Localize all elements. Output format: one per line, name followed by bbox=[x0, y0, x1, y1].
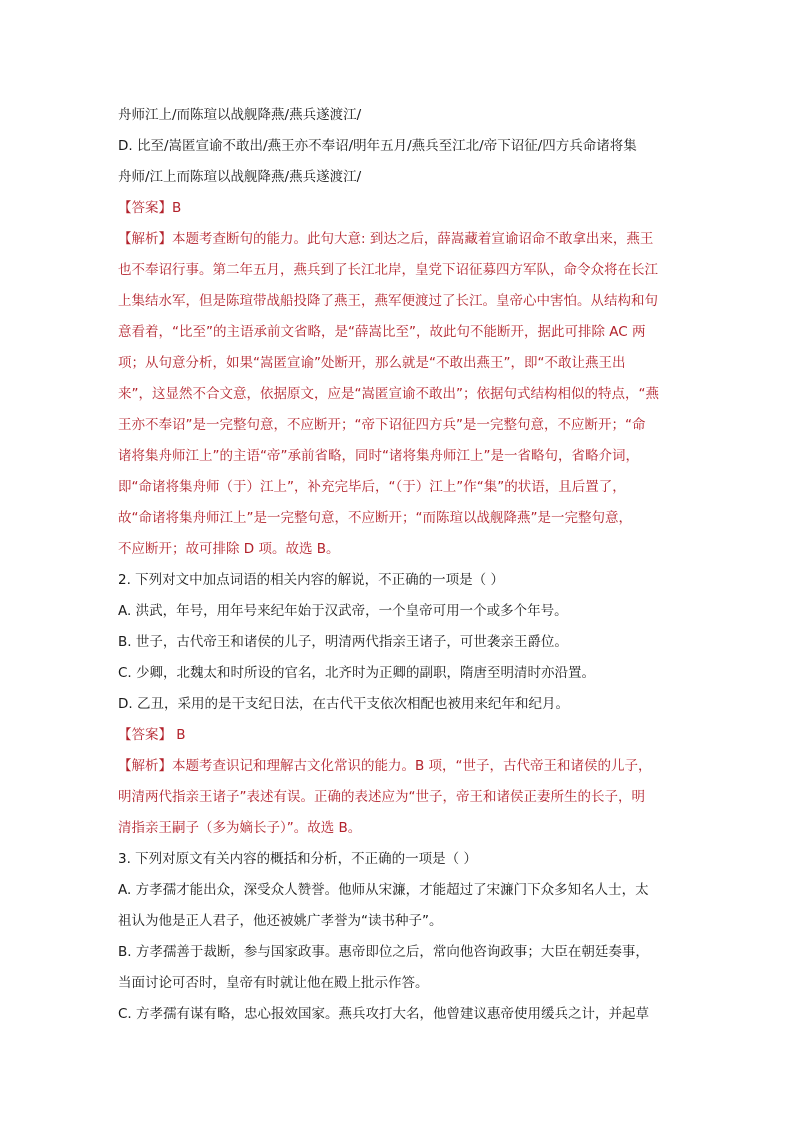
text-line: D. 乙丑，采用的是干支纪日法，在古代干支依次相配也被用来纪年和纪月。 bbox=[118, 696, 569, 712]
document-body bbox=[118, 100, 680, 1030]
text-line: 当面讨论可否时，皇帝有时就让他在殿上批示作答。 bbox=[118, 975, 429, 991]
text-line: D. 比至/嵩匿宣谕不敢出/燕王亦不奉诏/明年五月/燕兵至江北/帝下诏征/四方兵命诸将集 bbox=[118, 138, 637, 154]
text-line: 王亦不奉诏”是一完整句意，不应断开；“帝下诏征四方兵”是一完整句意，不应断开；“命 bbox=[118, 417, 646, 433]
text-line: 舟师/江上而陈瑄以战舰降燕/燕兵遂渡江/ bbox=[118, 169, 362, 185]
text-line: 不应断开；故可排除 D 项。故选 B。 bbox=[118, 541, 340, 557]
text-line: 【答案】B bbox=[118, 200, 182, 216]
text-line: 即“命诸将集舟师（于）江上”，补充完毕后，“（于）江上”作“集”的状语，且后置了， bbox=[118, 479, 626, 495]
text-line: 【解析】本题考查识记和理解古文化常识的能力。B 项，“世子，古代帝王和诸侯的儿子， bbox=[118, 758, 652, 774]
text-line: 舟师江上/而陈瑄以战舰降燕/燕兵遂渡江/ bbox=[118, 107, 362, 123]
text-line: 来”，这显然不合文意，依据原文，应是“嵩匿宣谕不敢出”；依据句式结构相似的特点，“燕 bbox=[118, 386, 659, 402]
text-line: A. 洪武，年号，用年号来纪年始于汉武帝，一个皇帝可用一个或多个年号。 bbox=[118, 603, 568, 619]
text-line: 上集结水军，但是陈瑄带战船投降了燕王，燕军便渡过了长江。皇帝心中害怕。从结构和句 bbox=[118, 293, 658, 309]
text-line: B. 世子，古代帝王和诸侯的儿子，明清两代指亲王诸子，可世袭亲王爵位。 bbox=[118, 634, 568, 650]
text-line: 祖认为他是正人君子，他还被姚广孝誉为“读书种子”。 bbox=[118, 913, 443, 929]
text-line: C. 少卿，北魏太和时所设的官名，北齐时为正卿的副职，隋唐至明清时亦沿置。 bbox=[118, 665, 596, 681]
text-line: 项；从句意分析，如果“嵩匿宣谕”处断开，那么就是“不敢出燕王”，即“不敢让燕王出 bbox=[118, 355, 626, 371]
text-line: 3. 下列对原文有关内容的概括和分析，不正确的一项是（ ） bbox=[118, 851, 477, 867]
text-line: 也不奉诏行事。第二年五月，燕兵到了长江北岸，皇党下诏征募四方军队，命令众将在长江 bbox=[118, 262, 658, 278]
text-line: 故“命诸将集舟师江上”是一完整句意，不应断开；“而陈瑄以战舰降燕”是一完整句意， bbox=[118, 510, 632, 526]
text-line: A. 方孝孺才能出众，深受众人赞誉。他师从宋濂，才能超过了宋濂门下众多知名人士，太 bbox=[118, 882, 649, 898]
text-line: 明清两代指亲王诸子”表述有误。正确的表述应为“世子，帝王和诸侯正妻所生的长子，明 bbox=[118, 789, 645, 805]
text-line: C. 方孝孺有谋有略，忠心报效国家。燕兵攻打大名，他曾建议惠帝使用缓兵之计，并起草 bbox=[118, 1006, 650, 1022]
text-line: 诸将集舟师江上”的主语“帝”承前省略，同时“诸将集舟师江上”是一省略句，省略介词， bbox=[118, 448, 639, 464]
text-line: 清指亲王嗣子（多为嫡长子）”。故选 B。 bbox=[118, 820, 362, 836]
text-line: 2. 下列对文中加点词语的相关内容的解说，不正确的一项是（ ） bbox=[118, 572, 504, 588]
text-line: 【答案】 B bbox=[118, 727, 186, 743]
text-line: 意看着，“比至”的主语承前文省略，是“薛嵩比至”，故此句不能断开，据此可排除 AC 两 bbox=[118, 324, 646, 340]
text-line: B. 方孝孺善于裁断，参与国家政事。惠帝即位之后，常向他咨询政事；大臣在朝廷奏事， bbox=[118, 944, 649, 960]
text-line: 【解析】本题考查断句的能力。此句大意: 到达之后，薛嵩藏着宣谕诏命不敢拿出来，燕王 bbox=[118, 231, 654, 247]
